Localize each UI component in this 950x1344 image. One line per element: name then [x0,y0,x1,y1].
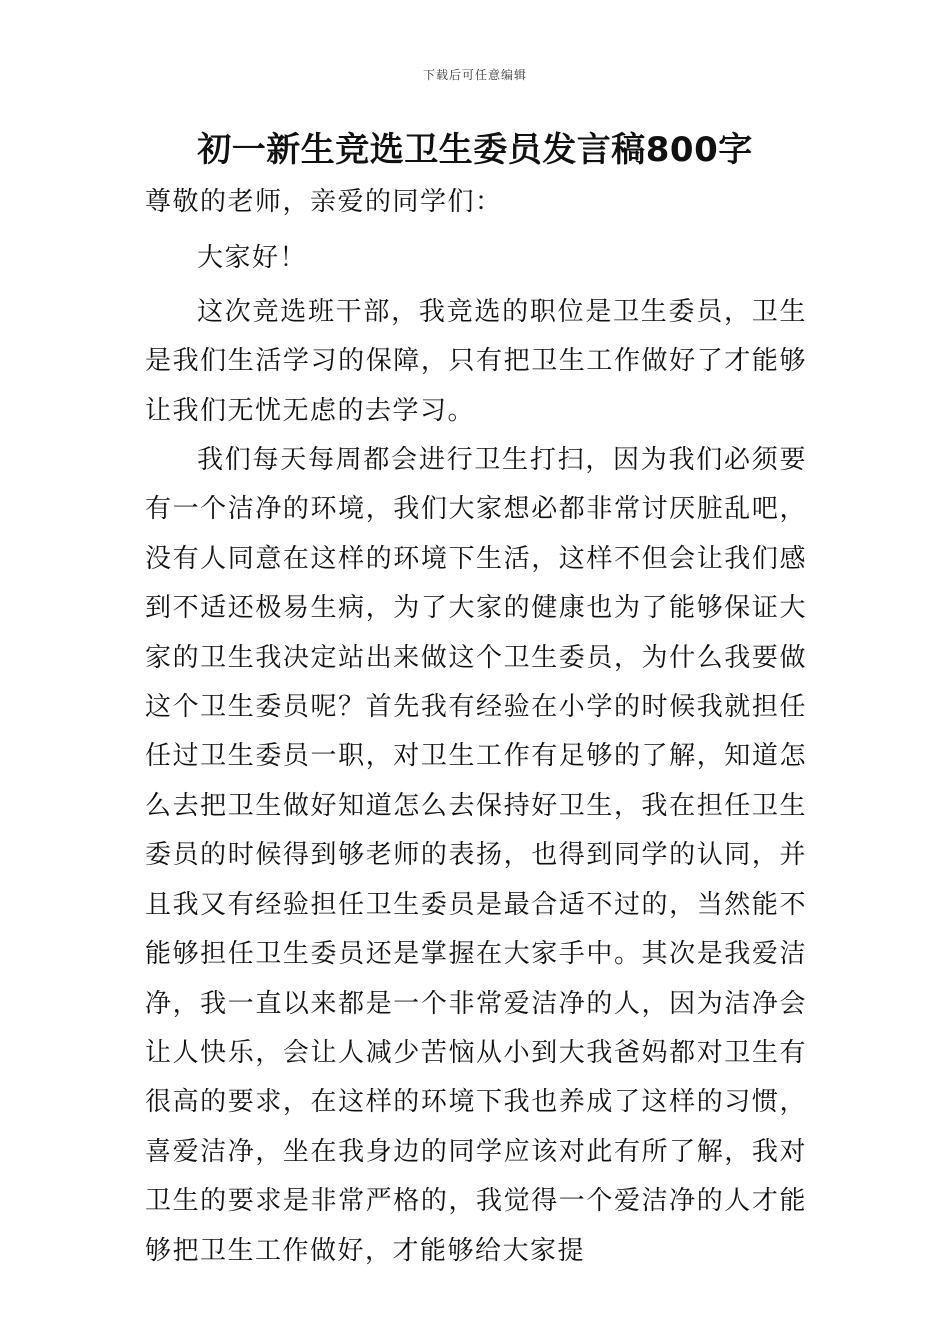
paragraph-1: 这次竞选班干部，我竞选的职位是卫生委员，卫生是我们生活学习的保障，只有把卫生工作做好了才能够让我们无忧无虑的去学习。 [145,296,807,426]
paragraph-2: 我们每天每周都会进行卫生打扫，因为我们必须要有一个洁净的环境，我们大家想必都非常讨厌脏乱吧，没有人同意在这样的环境下生活，这样不但会让我们感到不适还极易生病，为了大家的健康也为了能够保证大家的卫生我决定站出来做这个卫生委员，为什么我要做这个卫生委员呢？首先我有经验在小学的时候我就担任任过卫生委员一职，对卫生工作有足够的了解，知道怎么去把卫生做好知道怎么去保持好卫生，我在担任卫生委员的时候得到够老师的表扬，也得到同学的认同，并且我又有经验担任卫生委员是最合适不过的，当然能不能够担任卫生委员还是掌握在大家手中。其次是我爱洁净，我一直以来都是一个非常爱洁净的人，因为洁净会让人快乐，会让人减少苦恼从小到大我爸妈都对卫生有很高的要求，在这样的环境下我也养成了这样的习惯，喜爱洁净，坐在我身边的同学应该对此有所了解，我对卫生的要求是非常严格的，我觉得一个爱洁净的人才能够把卫生工作做好，才能够给大家提 [145,445,807,1266]
page-header-note: 下载后可任意编辑 [422,68,527,82]
document-body [145,178,807,1276]
greeting: 大家好！ [197,243,308,274]
document-title: 初一新生竞选卫生委员发言稿800字 [197,130,753,170]
salutation: 尊敬的老师，亲爱的同学们： [145,187,503,217]
